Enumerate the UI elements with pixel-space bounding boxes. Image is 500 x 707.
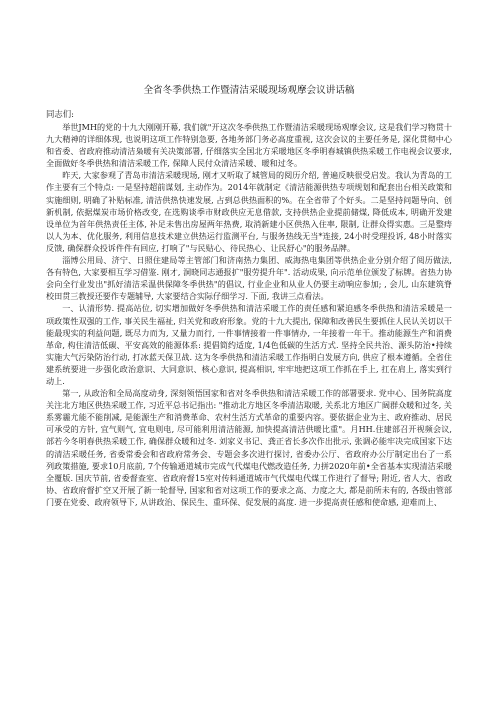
paragraph-3: 淄博公用局、济宁、日照住建局等主管部门和济南热力集团、威海热电集团等供热企业分别介绍了阅历做法, 各有特色, 大家要相互学习借鉴. 刚才, 洞晓同志通报扩"服劳提升年". 活动成果, 向示范单位颁发了标牌。省热力协会向全行业发出"抓好清洁采温供保障冬季供热"的倡议, 行业企业和从业人仍要主动响应参加; , 会儿, 山东建筑脊校田贯三教授还要作专题辅导, 大家要结合实际仔细学习. 下面, 我讲三点看法。 <box>46 255 452 302</box>
paragraph-5: 第一, 从政治和全局高度动身, 深刻领悟国家和省对冬季供热和清洁采暖工作的部署要求. 党中心、国务院高度关注北方地区供热采暖工作, 习近平总书记指出: "推动北方地区冬季清洁取暖, 关系北方地区广阔群众暖和过冬, 关系雾霾尤能不能削减, 是能源生产和消费革命、农村生活方式革命的重要内容。要依据企业为主、政府推动、居民可承受的方针, 宜气则气, 宜电则电, 尽可能利用清洁能源, 加快提高清洁供暖比重"。月HH.住建部召开视频会议, 部若今冬明春供热采暖工作, 确保群众暖和过冬. 刘家义书记、龚正省长多次作出批示, 张调必能牢决完成国家下达的清洁采暖任务, 省委常委会和省政府常务会、专题会多次进行探讨, 省委办公厅、省政府办公厅制定出台了一系列政策措施, 要求10月底前, 7个传输通道城市完成气代煤电代燃改造任务, 力拼2020年前•全省基本实现清洁采暖全覆版. 国庆节前, 省委督查室、省政府督15室对传料通道城市气代煤电代煤工作进行了督导; 附近, 省人大、省政协、省政府督扩空又开展了新一轮督导, 国家和省对这项工作的要求之高、力度之大, 都是前所未有的, 各级由管部门要在党委、政府领导下, 从讲政治、保民生、重环保、促发展的高度. 进一步提高责任感和使命感, 迎难而上、 <box>46 388 452 507</box>
paragraph-1: 举世JMH的党的十九大刚刚开幕, 我们就"开这次冬季供热工作暨清洁采暖现场观摩会议, 这是我们学习物贯十九大精神的详细体现, 也说明这项工作特别急要, 各地务部门务必高度重视, 这次会议的主要任务是, 深化贯彻中心和省委、省政府推动清洁枭暖有关决策部署, 仔细落实全国北方采暖地区冬季明春城镇供热采暖工作电视会议要求, 全面做好冬季供热和清洁采暖工作, 保障人民付众清洁采暖、暖和过冬。 <box>46 122 452 169</box>
greeting: 同志们: <box>46 109 74 119</box>
paragraph-4: 一、认清形势. 提高站位, 切实增加做好冬季供热和清洁采暖工作的责任感和紧迫感冬季供热和清洁采暖是一项政策性双强的工作, 事关民生福祉, 归关党和政府形象。党的十九大提出, 保障和改善民生要抓住人民认关切以干能最现实的利益问题, 既尽力而为, 又量力而行, 一件事情接着一件事情办, 一年接着一年干。推动能源生产和消费革命, 构住清洁低碳、平安高效的能源体系: 提倡简约适度, 1/4色低碳的生活方式. 坚持全民共治、源头防治•持续实施大气污染防治行动, 打冰蓝天保卫战. 这为冬季供热和清洁采暖工作指明白发展方向, 供应了根本遵循。全省住建系统要进一步强化政治意识、大同意识、核心意识, 提高相识, 牢牢地把这项工作抓在手上, 扛在肩上, 落实到行动上. <box>46 303 452 386</box>
document-title: 全省冬季供热工作暨清洁采暖现场观摩会议讲话稿 <box>143 85 355 96</box>
paragraph-2: 昨天, 大家参观了青岛市清洁采暖现场, 刚才又听取了城管局的阅历介绍, 普遍反映很受启发。我认为青岛的工作主要有三个特点: 一是坚持超前谋划, 主动作为。2014年就制定《清洁能源供热专项规划和配套出台相关政策和实施细则, 明确了补贴标准, 清洁供热快速发展, 占到总供热面积的%。在全省带了个好头。二是坚持问题导向、创新机制, 依据煤炭市场价格改变, 在选购谈季市财政供应无息借款, 支持供热企业提前储煤, 降低成本, 明确开发建设单位为首年供热责任主体, 补足未售出房屋两年热费, 取消新建小区供热入住率, 限制, 让群众得实惠。三是整痔以人为本、优化服务, 利用信息技术建立供热运行监测平台, 与服务热线无当*连接, 24小时受理投诉, 48小时落实反馈, 确保群众投诉件件有回应, 打响了"与民贴心、待民热心、让民舒心"的服务品牌。 <box>46 170 452 253</box>
